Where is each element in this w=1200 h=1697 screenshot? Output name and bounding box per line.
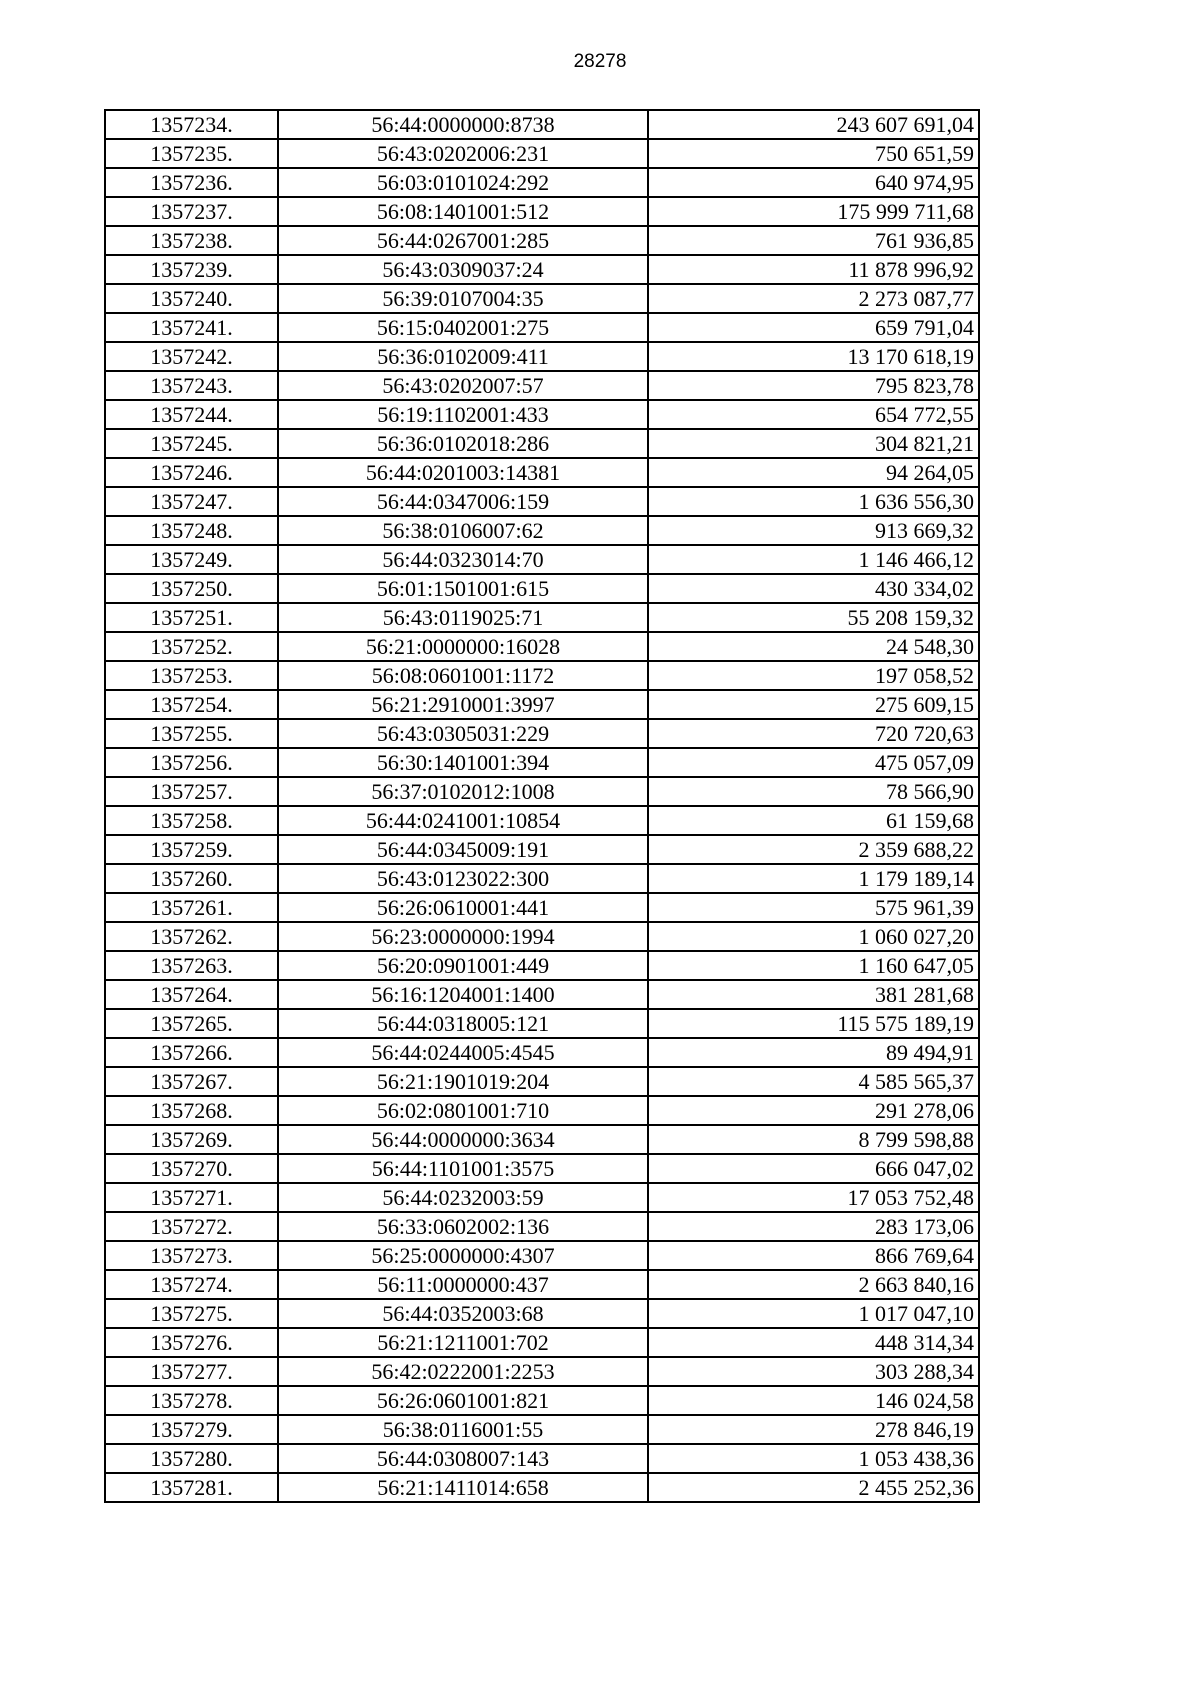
cadastral-number-cell: 56:38:0106007:62 — [278, 516, 648, 545]
row-number-cell: 1357256. — [105, 748, 278, 777]
row-number-cell: 1357240. — [105, 284, 278, 313]
row-number-cell: 1357275. — [105, 1299, 278, 1328]
cadastral-number-cell: 56:21:2910001:3997 — [278, 690, 648, 719]
cadastral-value-cell: 24 548,30 — [648, 632, 979, 661]
table-row — [105, 1328, 979, 1357]
row-number-cell: 1357279. — [105, 1415, 278, 1444]
cadastral-number-cell: 56:44:0347006:159 — [278, 487, 648, 516]
table-row — [105, 748, 979, 777]
cadastral-number-cell: 56:02:0801001:710 — [278, 1096, 648, 1125]
row-number-cell: 1357234. — [105, 110, 278, 139]
cadastral-number-cell: 56:43:0119025:71 — [278, 603, 648, 632]
table-row — [105, 690, 979, 719]
cadastral-value-cell: 640 974,95 — [648, 168, 979, 197]
cadastral-value-cell: 381 281,68 — [648, 980, 979, 1009]
table-row — [105, 574, 979, 603]
row-number-cell: 1357274. — [105, 1270, 278, 1299]
cadastral-value-cell: 720 720,63 — [648, 719, 979, 748]
row-number-cell: 1357270. — [105, 1154, 278, 1183]
row-number-cell: 1357271. — [105, 1183, 278, 1212]
cadastral-value-cell: 11 878 996,92 — [648, 255, 979, 284]
table-row — [105, 864, 979, 893]
row-number-cell: 1357266. — [105, 1038, 278, 1067]
cadastral-value-cell: 115 575 189,19 — [648, 1009, 979, 1038]
table-row — [105, 1386, 979, 1415]
row-number-cell: 1357267. — [105, 1067, 278, 1096]
cadastral-value-cell: 283 173,06 — [648, 1212, 979, 1241]
cadastral-number-cell: 56:43:0123022:300 — [278, 864, 648, 893]
table-row — [105, 429, 979, 458]
row-number-cell: 1357272. — [105, 1212, 278, 1241]
table-row — [105, 1415, 979, 1444]
cadastral-number-cell: 56:36:0102018:286 — [278, 429, 648, 458]
cadastral-number-cell: 56:20:0901001:449 — [278, 951, 648, 980]
cadastral-value-cell: 654 772,55 — [648, 400, 979, 429]
cadastral-value-cell: 475 057,09 — [648, 748, 979, 777]
cadastral-value-cell: 291 278,06 — [648, 1096, 979, 1125]
table-row — [105, 1096, 979, 1125]
table-row — [105, 1183, 979, 1212]
cadastral-number-cell: 56:44:0323014:70 — [278, 545, 648, 574]
cadastral-value-cell: 2 455 252,36 — [648, 1473, 979, 1502]
cadastral-value-cell: 750 651,59 — [648, 139, 979, 168]
table-row — [105, 516, 979, 545]
cadastral-value-cell: 1 017 047,10 — [648, 1299, 979, 1328]
cadastral-value-cell: 2 663 840,16 — [648, 1270, 979, 1299]
row-number-cell: 1357261. — [105, 893, 278, 922]
cadastral-value-cell: 197 058,52 — [648, 661, 979, 690]
cadastral-number-cell: 56:44:0201003:14381 — [278, 458, 648, 487]
cadastral-value-cell: 275 609,15 — [648, 690, 979, 719]
cadastral-value-cell: 146 024,58 — [648, 1386, 979, 1415]
cadastral-number-cell: 56:44:0352003:68 — [278, 1299, 648, 1328]
cadastral-number-cell: 56:15:0402001:275 — [278, 313, 648, 342]
row-number-cell: 1357251. — [105, 603, 278, 632]
row-number-cell: 1357263. — [105, 951, 278, 980]
table-row — [105, 719, 979, 748]
row-number-cell: 1357262. — [105, 922, 278, 951]
row-number-cell: 1357244. — [105, 400, 278, 429]
row-number-cell: 1357265. — [105, 1009, 278, 1038]
cadastral-value-cell: 575 961,39 — [648, 893, 979, 922]
cadastral-number-cell: 56:25:0000000:4307 — [278, 1241, 648, 1270]
cadastral-number-cell: 56:36:0102009:411 — [278, 342, 648, 371]
table-row — [105, 922, 979, 951]
cadastral-value-cell: 1 060 027,20 — [648, 922, 979, 951]
cadastral-number-cell: 56:26:0610001:441 — [278, 893, 648, 922]
cadastral-number-cell: 56:44:1101001:3575 — [278, 1154, 648, 1183]
table-row — [105, 893, 979, 922]
cadastral-number-cell: 56:44:0241001:10854 — [278, 806, 648, 835]
cadastral-number-cell: 56:38:0116001:55 — [278, 1415, 648, 1444]
cadastral-value-cell: 243 607 691,04 — [648, 110, 979, 139]
page-number: 28278 — [573, 51, 627, 72]
row-number-cell: 1357237. — [105, 197, 278, 226]
table-row — [105, 1009, 979, 1038]
table-row — [105, 1038, 979, 1067]
cadastral-value-cell: 304 821,21 — [648, 429, 979, 458]
cadastral-value-cell: 913 669,32 — [648, 516, 979, 545]
row-number-cell: 1357276. — [105, 1328, 278, 1357]
table-row — [105, 545, 979, 574]
table-row — [105, 1154, 979, 1183]
row-number-cell: 1357247. — [105, 487, 278, 516]
table-row — [105, 1444, 979, 1473]
cadastral-value-cell: 1 160 647,05 — [648, 951, 979, 980]
row-number-cell: 1357277. — [105, 1357, 278, 1386]
cadastral-number-cell: 56:19:1102001:433 — [278, 400, 648, 429]
table-row — [105, 1299, 979, 1328]
table-row — [105, 168, 979, 197]
table-row — [105, 1357, 979, 1386]
cadastral-value-cell: 8 799 598,88 — [648, 1125, 979, 1154]
cadastral-value-cell: 2 359 688,22 — [648, 835, 979, 864]
cadastral-number-cell: 56:44:0267001:285 — [278, 226, 648, 255]
table-row — [105, 197, 979, 226]
cadastral-number-cell: 56:21:0000000:16028 — [278, 632, 648, 661]
cadastral-value-cell: 94 264,05 — [648, 458, 979, 487]
row-number-cell: 1357243. — [105, 371, 278, 400]
table-row — [105, 342, 979, 371]
cadastral-number-cell: 56:43:0305031:229 — [278, 719, 648, 748]
cadastral-value-table — [104, 109, 980, 1503]
row-number-cell: 1357249. — [105, 545, 278, 574]
row-number-cell: 1357269. — [105, 1125, 278, 1154]
table-body — [105, 110, 979, 1502]
cadastral-value-cell: 1 146 466,12 — [648, 545, 979, 574]
cadastral-number-cell: 56:44:0345009:191 — [278, 835, 648, 864]
cadastral-number-cell: 56:01:1501001:615 — [278, 574, 648, 603]
row-number-cell: 1357248. — [105, 516, 278, 545]
row-number-cell: 1357241. — [105, 313, 278, 342]
row-number-cell: 1357236. — [105, 168, 278, 197]
row-number-cell: 1357245. — [105, 429, 278, 458]
cadastral-value-cell: 175 999 711,68 — [648, 197, 979, 226]
table-row — [105, 400, 979, 429]
cadastral-number-cell: 56:44:0000000:3634 — [278, 1125, 648, 1154]
table-row — [105, 110, 979, 139]
row-number-cell: 1357258. — [105, 806, 278, 835]
table-row — [105, 980, 979, 1009]
cadastral-number-cell: 56:21:1411014:658 — [278, 1473, 648, 1502]
table-row — [105, 313, 979, 342]
row-number-cell: 1357255. — [105, 719, 278, 748]
cadastral-number-cell: 56:43:0202007:57 — [278, 371, 648, 400]
cadastral-number-cell: 56:43:0309037:24 — [278, 255, 648, 284]
cadastral-number-cell: 56:11:0000000:437 — [278, 1270, 648, 1299]
table-row — [105, 458, 979, 487]
cadastral-value-cell: 17 053 752,48 — [648, 1183, 979, 1212]
cadastral-number-cell: 56:21:1211001:702 — [278, 1328, 648, 1357]
cadastral-number-cell: 56:44:0308007:143 — [278, 1444, 648, 1473]
table-row — [105, 835, 979, 864]
table-row — [105, 1270, 979, 1299]
table-row — [105, 284, 979, 313]
table-row — [105, 603, 979, 632]
table-row — [105, 777, 979, 806]
cadastral-value-cell: 795 823,78 — [648, 371, 979, 400]
cadastral-number-cell: 56:44:0000000:8738 — [278, 110, 648, 139]
cadastral-number-cell: 56:43:0202006:231 — [278, 139, 648, 168]
table-row — [105, 1241, 979, 1270]
row-number-cell: 1357253. — [105, 661, 278, 690]
cadastral-number-cell: 56:44:0244005:4545 — [278, 1038, 648, 1067]
cadastral-number-cell: 56:37:0102012:1008 — [278, 777, 648, 806]
cadastral-value-cell: 659 791,04 — [648, 313, 979, 342]
row-number-cell: 1357260. — [105, 864, 278, 893]
cadastral-number-cell: 56:26:0601001:821 — [278, 1386, 648, 1415]
table-row — [105, 139, 979, 168]
row-number-cell: 1357257. — [105, 777, 278, 806]
cadastral-number-cell: 56:30:1401001:394 — [278, 748, 648, 777]
row-number-cell: 1357280. — [105, 1444, 278, 1473]
row-number-cell: 1357268. — [105, 1096, 278, 1125]
cadastral-number-cell: 56:44:0232003:59 — [278, 1183, 648, 1212]
cadastral-value-cell: 666 047,02 — [648, 1154, 979, 1183]
table-row — [105, 661, 979, 690]
row-number-cell: 1357259. — [105, 835, 278, 864]
cadastral-number-cell: 56:44:0318005:121 — [278, 1009, 648, 1038]
row-number-cell: 1357254. — [105, 690, 278, 719]
cadastral-value-cell: 61 159,68 — [648, 806, 979, 835]
table-row — [105, 1125, 979, 1154]
table-row — [105, 1212, 979, 1241]
cadastral-number-cell: 56:42:0222001:2253 — [278, 1357, 648, 1386]
cadastral-number-cell: 56:03:0101024:292 — [278, 168, 648, 197]
cadastral-value-cell: 1 179 189,14 — [648, 864, 979, 893]
table-row — [105, 255, 979, 284]
row-number-cell: 1357281. — [105, 1473, 278, 1502]
table-row — [105, 1473, 979, 1502]
cadastral-value-cell: 78 566,90 — [648, 777, 979, 806]
row-number-cell: 1357246. — [105, 458, 278, 487]
cadastral-value-cell: 55 208 159,32 — [648, 603, 979, 632]
cadastral-value-cell: 866 769,64 — [648, 1241, 979, 1270]
cadastral-value-cell: 4 585 565,37 — [648, 1067, 979, 1096]
row-number-cell: 1357250. — [105, 574, 278, 603]
cadastral-number-cell: 56:39:0107004:35 — [278, 284, 648, 313]
table-row — [105, 632, 979, 661]
cadastral-value-cell: 448 314,34 — [648, 1328, 979, 1357]
cadastral-number-cell: 56:23:0000000:1994 — [278, 922, 648, 951]
cadastral-value-cell: 13 170 618,19 — [648, 342, 979, 371]
cadastral-number-cell: 56:21:1901019:204 — [278, 1067, 648, 1096]
cadastral-value-cell: 430 334,02 — [648, 574, 979, 603]
row-number-cell: 1357273. — [105, 1241, 278, 1270]
table-row — [105, 487, 979, 516]
cadastral-value-cell: 2 273 087,77 — [648, 284, 979, 313]
table-row — [105, 806, 979, 835]
table-row — [105, 951, 979, 980]
row-number-cell: 1357239. — [105, 255, 278, 284]
cadastral-value-cell: 1 636 556,30 — [648, 487, 979, 516]
cadastral-value-cell: 89 494,91 — [648, 1038, 979, 1067]
cadastral-value-cell: 761 936,85 — [648, 226, 979, 255]
table-row — [105, 371, 979, 400]
table-row — [105, 1067, 979, 1096]
row-number-cell: 1357235. — [105, 139, 278, 168]
cadastral-number-cell: 56:08:1401001:512 — [278, 197, 648, 226]
cadastral-value-cell: 278 846,19 — [648, 1415, 979, 1444]
cadastral-value-cell: 1 053 438,36 — [648, 1444, 979, 1473]
cadastral-number-cell: 56:33:0602002:136 — [278, 1212, 648, 1241]
table-row — [105, 226, 979, 255]
cadastral-value-cell: 303 288,34 — [648, 1357, 979, 1386]
cadastral-number-cell: 56:16:1204001:1400 — [278, 980, 648, 1009]
row-number-cell: 1357278. — [105, 1386, 278, 1415]
row-number-cell: 1357264. — [105, 980, 278, 1009]
row-number-cell: 1357238. — [105, 226, 278, 255]
row-number-cell: 1357252. — [105, 632, 278, 661]
row-number-cell: 1357242. — [105, 342, 278, 371]
cadastral-number-cell: 56:08:0601001:1172 — [278, 661, 648, 690]
